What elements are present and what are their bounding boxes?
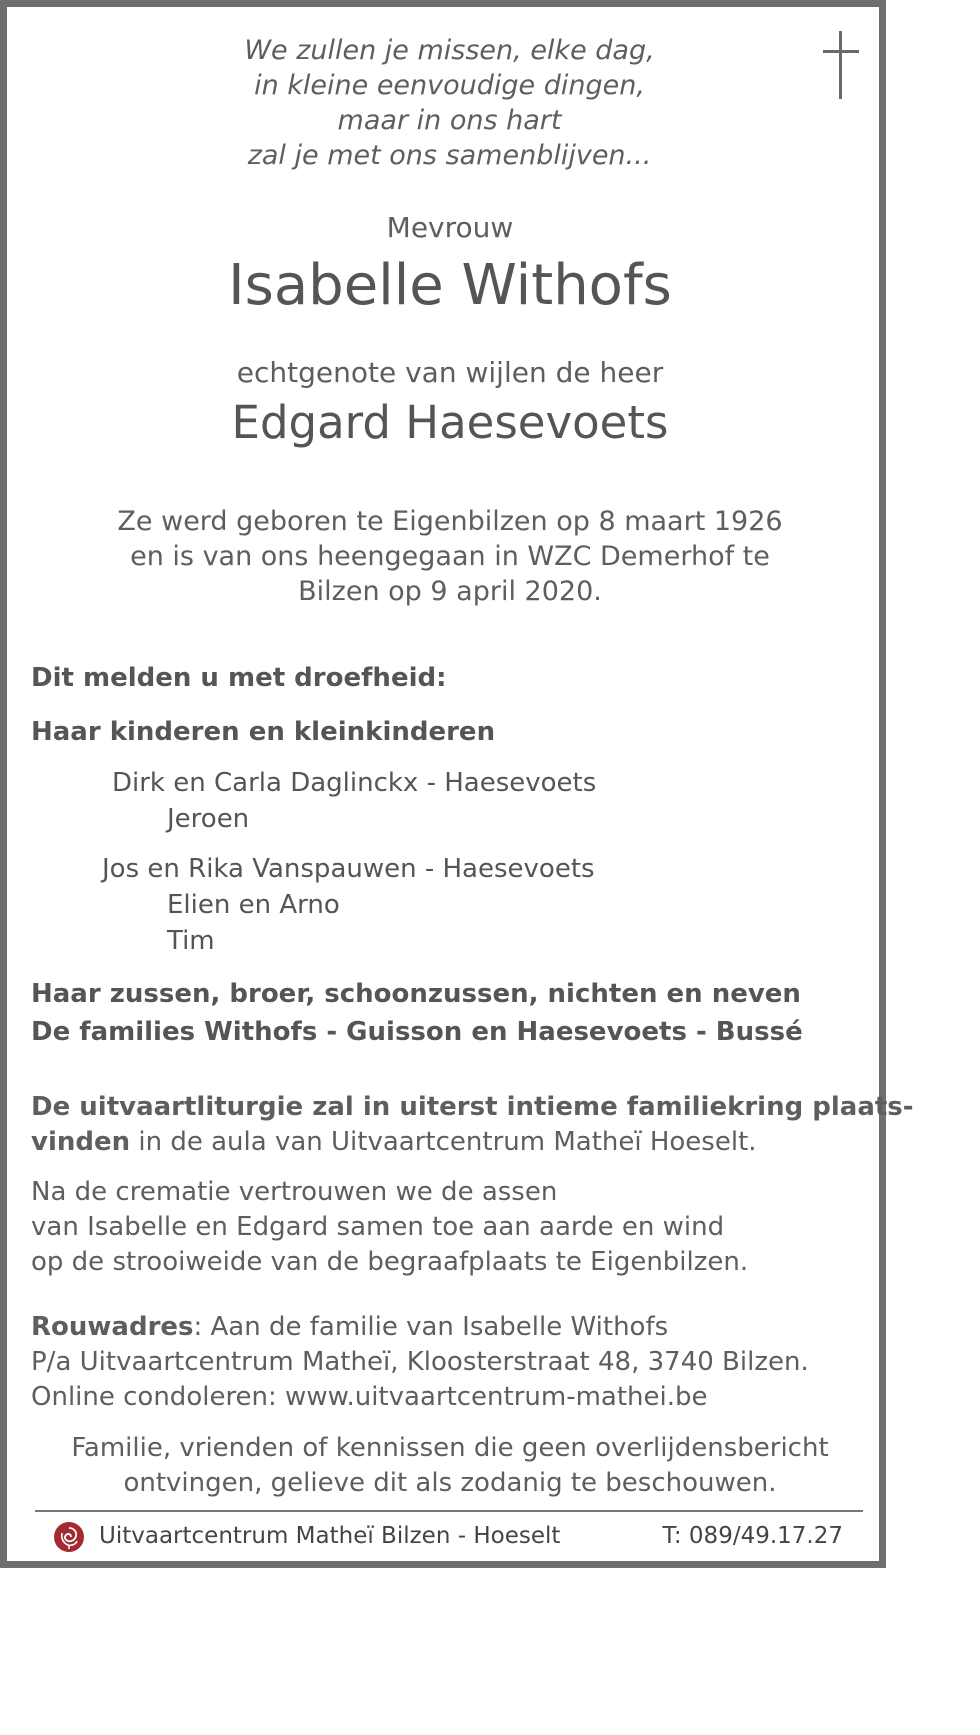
deceased-title: Mevrouw <box>386 211 514 244</box>
funeral-home-name: Uitvaartcentrum Matheï Bilzen - Hoeselt <box>99 1523 561 1549</box>
family-1-child: Jeroen <box>167 804 250 834</box>
cremation-line: Na de crematie vertrouwen we de assen <box>31 1177 558 1207</box>
birth-death-statement <box>77 504 823 609</box>
cremation-paragraph <box>31 1175 871 1280</box>
family-2-child: Tim <box>167 926 215 956</box>
funeral-paragraph <box>31 1090 914 1160</box>
address-paragraph <box>31 1310 871 1415</box>
notice <box>27 1431 873 1501</box>
cremation-line: op de strooiweide van de begraafplaats te Eigenbilzen. <box>31 1247 749 1277</box>
rose-logo-icon <box>53 1521 85 1553</box>
funeral-line-2-bold: vinden <box>31 1127 131 1157</box>
poem-line: in kleine eenvoudige dingen, <box>254 70 645 101</box>
address-line-2: P/a Uitvaartcentrum Matheï, Kloosterstraat 48, 3740 Bilzen. <box>31 1347 809 1377</box>
cremation-line: van Isabelle en Edgard samen toe aan aarde en wind <box>31 1212 725 1242</box>
family-2: Jos en Rika Vanspauwen - Haesevoets <box>102 854 595 884</box>
address-label: Rouwadres <box>31 1312 194 1342</box>
notice-line: Familie, vrienden of kennissen die geen overlijdensbericht <box>71 1433 829 1463</box>
poem-line: maar in ons hart <box>337 105 562 136</box>
birth-line: Bilzen op 9 april 2020. <box>298 576 602 607</box>
cross-icon <box>823 31 859 99</box>
poem-line: We zullen je missen, elke dag, <box>244 35 655 66</box>
funeral-line-1: De uitvaartliturgie zal in uiterst intieme familiekring plaats- <box>31 1092 914 1122</box>
families-line: De families Withofs - Guisson en Haesevoets - Bussé <box>31 1017 803 1047</box>
siblings-line: Haar zussen, broer, schoonzussen, nichten en neven <box>31 979 801 1009</box>
address-line-1: : Aan de familie van Isabelle Withofs <box>193 1312 669 1342</box>
family-1: Dirk en Carla Daglinckx - Haesevoets <box>112 768 597 798</box>
poem <box>147 33 752 173</box>
footer-divider <box>35 1510 863 1512</box>
birth-line: Ze werd geboren te Eigenbilzen op 8 maart 1926 <box>117 506 783 537</box>
condolence-link[interactable]: Online condoleren: www.uitvaartcentrum-mathei.be <box>31 1382 708 1412</box>
birth-line: en is van ons heengegaan in WZC Demerhof te <box>130 541 770 572</box>
notice-line: ontvingen, gelieve dit als zodanig te beschouwen. <box>123 1468 777 1498</box>
funeral-home-phone: T: 089/49.17.27 <box>662 1523 843 1549</box>
funeral-line-2: in de aula van Uitvaartcentrum Matheï Hoeselt. <box>130 1127 757 1157</box>
announce-heading: Dit melden u met droefheid: <box>31 663 447 693</box>
poem-line: zal je met ons samenblijven... <box>247 140 652 171</box>
family-2-child: Elien en Arno <box>167 890 340 920</box>
deceased-name: Isabelle Withofs <box>228 253 672 318</box>
spouse-name: Edgard Haesevoets <box>231 396 669 449</box>
children-heading: Haar kinderen en kleinkinderen <box>31 717 496 747</box>
spouse-intro: echtgenote van wijlen de heer <box>236 356 664 389</box>
